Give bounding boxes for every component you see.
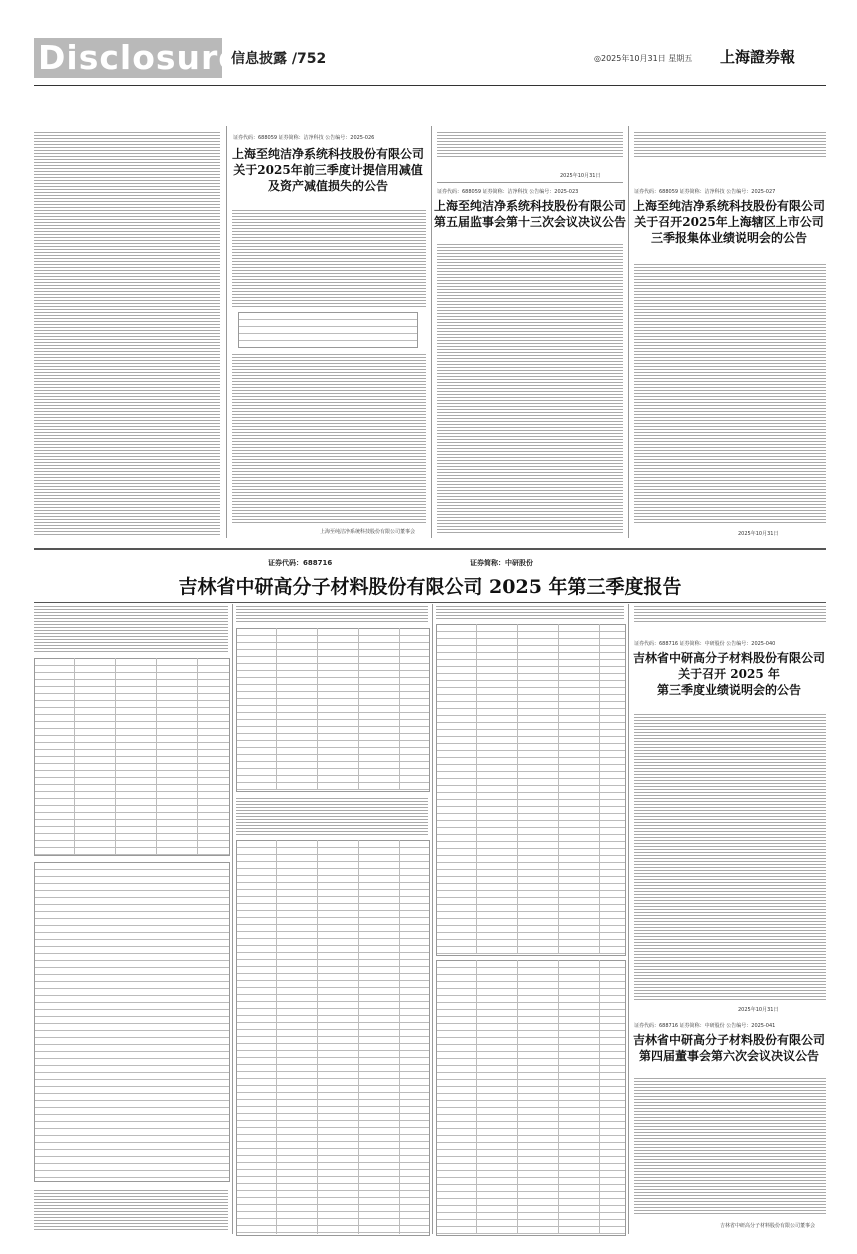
divider — [437, 182, 623, 183]
title-line: 第三季度业绩说明会的公告 — [656, 683, 801, 698]
title-line: 第四届董事会第六次会议决议公告 — [638, 1049, 819, 1064]
column-divider — [628, 604, 629, 1234]
report-intro-text — [34, 604, 228, 654]
article-title — [630, 650, 828, 699]
newspaper-name: 上海證券報 — [720, 48, 796, 66]
article-title — [230, 146, 426, 195]
report-text — [436, 604, 624, 620]
article-title — [434, 198, 626, 230]
article-code: 证券代码：688716 证券简称：中研股份 公告编号：2025-040 — [634, 641, 776, 647]
article-title — [630, 1032, 828, 1064]
report-text — [34, 1188, 228, 1232]
report-tail-text — [634, 604, 826, 622]
stock-name: 证券简称：中研股份 — [470, 559, 533, 567]
date: 2025年10月31日 — [560, 173, 601, 179]
article-body — [634, 712, 826, 1002]
signature: 吉林省中研高分子材料股份有限公司董事会 — [720, 1223, 816, 1229]
date: 2025年10月31日 — [738, 531, 779, 537]
article-code: 证券代码：688716 证券简称：中研股份 公告编号：2025-041 — [634, 1023, 776, 1029]
title-line: 第五届监事会第十三次会议决议公告 — [434, 215, 627, 230]
article-code: 证券代码：688059 证券简称：洁净科技 公告编号：2025-027 — [634, 189, 776, 195]
title-line: 及资产减值损失的公告 — [267, 179, 388, 194]
article-tail-text — [634, 130, 826, 158]
title-line: 关于召开2025年上海辖区上市公司 — [634, 215, 824, 230]
section-title: 信息披露 /752 — [231, 51, 327, 67]
article-body — [232, 208, 426, 308]
column-divider — [628, 126, 629, 538]
column-divider — [431, 126, 432, 538]
table-grid — [436, 624, 624, 954]
column-divider — [232, 604, 233, 1234]
stock-code: 证券代码：688716 — [268, 559, 333, 567]
table-grid — [436, 960, 624, 1234]
issue-date: ◎2025年10月31日 星期五 — [594, 54, 693, 63]
article-code: 证券代码：688059 证券简称：洁净科技 公告编号：2025-023 — [437, 189, 579, 195]
section-brand: Disclosure — [34, 38, 222, 78]
title-line: 关于2025年前三季度计提信用减值 — [233, 163, 423, 178]
column-divider — [226, 126, 227, 538]
impairment-table — [238, 312, 418, 348]
report-text — [236, 604, 428, 624]
table-grid — [236, 840, 428, 1234]
title-line: 关于召开 2025 年 — [678, 667, 780, 682]
title-line: 上海至纯洁净系统科技股份有限公司 — [231, 147, 424, 161]
article-body — [634, 1076, 826, 1216]
article-tail-text — [437, 130, 623, 158]
report-text — [236, 796, 428, 836]
table-grid — [236, 628, 428, 790]
article-body — [437, 242, 623, 534]
signature: 上海至纯洁净系统科技股份有限公司董事会 — [320, 529, 416, 535]
title-line: 上海至纯洁净系统科技股份有限公司 — [632, 199, 825, 213]
article-body — [232, 352, 426, 524]
nonrecurring-table — [34, 862, 230, 1182]
masthead-rule — [34, 85, 826, 86]
article-code: 证券代码：688059 证券简称：洁净科技 公告编号：2025-026 — [233, 135, 375, 141]
column-divider — [432, 604, 433, 1234]
article-body — [634, 262, 826, 524]
title-line: 吉林省中研高分子材料股份有限公司 — [632, 1033, 825, 1047]
table-grid — [34, 658, 228, 854]
title-line: 上海至纯洁净系统科技股份有限公司 — [434, 199, 627, 213]
title-line: 三季报集体业绩说明会的公告 — [650, 231, 807, 246]
date: 2025年10月31日 — [738, 1007, 779, 1013]
report-title: 吉林省中研高分子材料股份有限公司 2025 年第三季度报告 — [178, 576, 682, 598]
article-title — [630, 198, 828, 247]
title-line: 吉林省中研高分子材料股份有限公司 — [632, 651, 825, 665]
article-continuation-text — [34, 130, 220, 535]
